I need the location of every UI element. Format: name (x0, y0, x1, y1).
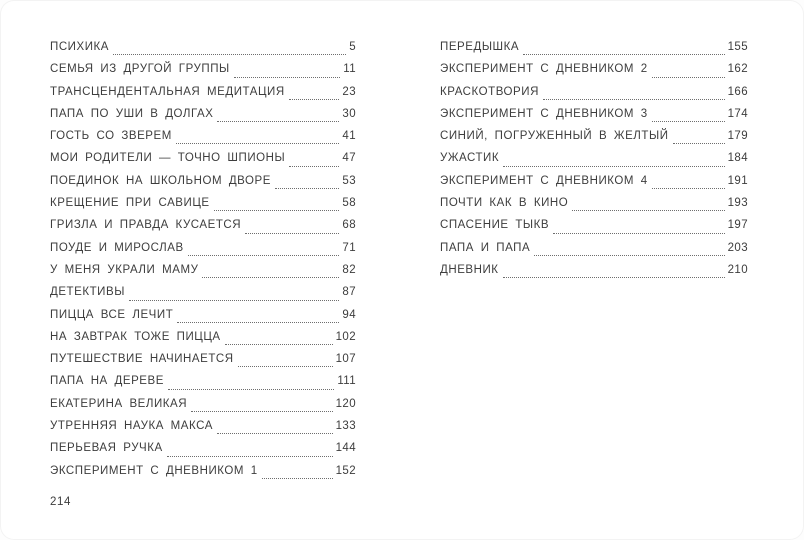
toc-entry-title: ПОЧТИ КАК В КИНО (440, 197, 569, 210)
toc-entry-page-number: 107 (335, 353, 356, 366)
toc-entry-title: ТРАНСЦЕНДЕНТАЛЬНАЯ МЕДИТАЦИЯ (50, 85, 285, 98)
toc-leader-dots (176, 142, 340, 144)
toc-leader-dots (543, 98, 725, 100)
toc-entry-page-number: 102 (335, 330, 356, 343)
toc-leader-dots (652, 120, 725, 122)
toc-leader-dots (167, 455, 333, 457)
toc-entry (440, 192, 748, 214)
toc-leader-dots (652, 187, 725, 189)
toc-entry-page-number: 179 (727, 130, 748, 143)
toc-leader-dots (572, 209, 724, 211)
toc-entry-page-number: 133 (335, 420, 356, 433)
toc-entry (50, 147, 356, 169)
toc-leader-dots (234, 76, 340, 78)
toc-entry (50, 125, 356, 147)
toc-entry-page-number: 210 (727, 263, 748, 276)
toc-entry-page-number: 120 (335, 397, 356, 410)
toc-entry (440, 125, 748, 147)
toc-entry-page-number: 94 (342, 308, 356, 321)
toc-column-right (440, 36, 748, 281)
toc-entry-title: ПСИХИКА (50, 41, 109, 53)
toc-entry-page-number: 184 (727, 152, 748, 165)
toc-entry-title: ЭКСПЕРИМЕНТ С ДНЕВНИКОМ 1 (50, 464, 258, 477)
toc-leader-dots (289, 165, 339, 167)
toc-entry (50, 58, 356, 80)
toc-leader-dots (217, 432, 333, 434)
toc-entry (440, 36, 748, 58)
toc-entry-title: ЭКСПЕРИМЕНТ С ДНЕВНИКОМ 2 (440, 63, 648, 76)
toc-entry-page-number: 41 (342, 130, 356, 143)
toc-leader-dots (553, 232, 724, 234)
toc-entry-page-number: 191 (727, 174, 748, 187)
toc-entry-page-number: 193 (727, 197, 748, 210)
toc-entry (50, 326, 356, 348)
toc-entry (50, 192, 356, 214)
folio-page-number: 214 (50, 496, 71, 508)
toc-entry-page-number: 68 (342, 219, 356, 232)
toc-leader-dots (289, 98, 340, 100)
toc-entry-title: ГОСТЬ СО ЗВЕРЕМ (50, 130, 172, 143)
toc-entry-title: ПУТЕШЕСТВИЕ НАЧИНАЕТСЯ (50, 353, 234, 366)
toc-entry (50, 81, 356, 103)
toc-entry (50, 393, 356, 415)
toc-leader-dots (673, 142, 725, 144)
toc-entry-page-number: 152 (335, 464, 356, 477)
toc-leader-dots (168, 388, 334, 390)
toc-entry (50, 415, 356, 437)
toc-entry-page-number: 5 (349, 41, 356, 53)
toc-entry-title: ДНЕВНИК (440, 263, 499, 276)
toc-entry-page-number: 11 (343, 63, 356, 76)
toc-entry (440, 214, 748, 236)
toc-leader-dots (113, 53, 346, 55)
toc-entry-page-number: 82 (342, 263, 356, 276)
toc-entry (50, 170, 356, 192)
toc-leader-dots (129, 299, 339, 301)
toc-leader-dots (262, 477, 333, 479)
toc-entry-page-number: 166 (727, 85, 748, 98)
toc-entry (50, 281, 356, 303)
toc-entry (440, 237, 748, 259)
toc-leader-dots (245, 232, 339, 234)
toc-entry-title: КРЕЩЕНИЕ ПРИ САВИЦЕ (50, 197, 210, 210)
toc-entry-title: ПЕРЬЕВАЯ РУЧКА (50, 442, 163, 455)
toc-entry (440, 81, 748, 103)
toc-leader-dots (652, 76, 725, 78)
toc-entry-page-number: 30 (342, 107, 356, 120)
toc-entry-title: ГРИЗЛА И ПРАВДА КУСАЕТСЯ (50, 219, 242, 232)
toc-entry-page-number: 111 (337, 375, 356, 388)
toc-entry-page-number: 23 (342, 85, 356, 98)
toc-entry (440, 103, 748, 125)
toc-entry (50, 437, 356, 459)
toc-entry (50, 237, 356, 259)
toc-entry (50, 348, 356, 370)
toc-entry-title: СПАСЕНИЕ ТЫКВ (440, 219, 550, 232)
toc-entry (50, 36, 356, 58)
toc-entry-page-number: 144 (335, 442, 356, 455)
toc-entry-page-number: 71 (342, 241, 356, 254)
toc-entry (50, 103, 356, 125)
toc-entry (440, 58, 748, 80)
toc-entry-page-number: 174 (727, 107, 748, 120)
toc-entry-title: КРАСКОТВОРИЯ (440, 85, 539, 98)
toc-leader-dots (275, 187, 339, 189)
toc-entry (50, 460, 356, 482)
toc-column-left (50, 36, 356, 482)
toc-entry-title: ЭКСПЕРИМЕНТ С ДНЕВНИКОМ 3 (440, 107, 648, 120)
toc-entry (440, 170, 748, 192)
toc-entry (440, 147, 748, 169)
toc-leader-dots (217, 120, 339, 122)
toc-leader-dots (523, 53, 725, 55)
toc-leader-dots (534, 254, 724, 256)
toc-entry-page-number: 58 (342, 197, 356, 210)
toc-leader-dots (503, 276, 725, 278)
toc-entry-title: ПЕРЕДЫШКА (440, 41, 520, 53)
toc-entry-title: СЕМЬЯ ИЗ ДРУГОЙ ГРУППЫ (50, 63, 230, 76)
toc-entry-title: МОИ РОДИТЕЛИ — ТОЧНО ШПИОНЫ (50, 152, 286, 165)
toc-entry-title: НА ЗАВТРАК ТОЖЕ ПИЦЦА (50, 330, 221, 343)
toc-leader-dots (191, 410, 332, 412)
toc-leader-dots (238, 365, 333, 367)
toc-entry-title: ЭКСПЕРИМЕНТ С ДНЕВНИКОМ 4 (440, 174, 648, 187)
toc-entry (50, 259, 356, 281)
toc-leader-dots (503, 165, 725, 167)
toc-entry-page-number: 203 (727, 241, 748, 254)
toc-entry-page-number: 162 (727, 63, 748, 76)
toc-entry-page-number: 87 (342, 286, 356, 299)
toc-entry-page-number: 47 (342, 152, 356, 165)
toc-entry-page-number: 197 (727, 219, 748, 232)
toc-leader-dots (188, 254, 340, 256)
toc-entry (50, 370, 356, 392)
toc-leader-dots (225, 343, 333, 345)
toc-entry-title: СИНИЙ, ПОГРУЖЕННЫЙ В ЖЕЛТЫЙ (440, 130, 669, 143)
toc-entry-title: ПАПА И ПАПА (440, 241, 531, 254)
toc-entry-title: УТРЕННЯЯ НАУКА МАКСА (50, 420, 213, 433)
toc-entry (50, 214, 356, 236)
toc-leader-dots (202, 276, 339, 278)
toc-entry (440, 259, 748, 281)
toc-entry-page-number: 53 (342, 174, 356, 187)
toc-entry-title: ПОУДЕ И МИРОСЛАВ (50, 241, 184, 254)
toc-leader-dots (214, 209, 340, 211)
toc-entry (50, 304, 356, 326)
toc-entry-title: ДЕТЕКТИВЫ (50, 286, 125, 299)
toc-entry-title: У МЕНЯ УКРАЛИ МАМУ (50, 263, 199, 276)
toc-leader-dots (177, 321, 339, 323)
toc-entry-title: ПИЦЦА ВСЕ ЛЕЧИТ (50, 308, 174, 321)
toc-entry-title: ПАПА НА ДЕРЕВЕ (50, 375, 164, 388)
toc-entry-page-number: 155 (727, 41, 748, 53)
toc-entry-title: ПАПА ПО УШИ В ДОЛГАХ (50, 107, 214, 120)
toc-entry-title: ПОЕДИНОК НА ШКОЛЬНОМ ДВОРЕ (50, 174, 271, 187)
toc-entry-title: УЖАСТИК (440, 152, 500, 165)
toc-entry-title: ЕКАТЕРИНА ВЕЛИКАЯ (50, 397, 188, 410)
